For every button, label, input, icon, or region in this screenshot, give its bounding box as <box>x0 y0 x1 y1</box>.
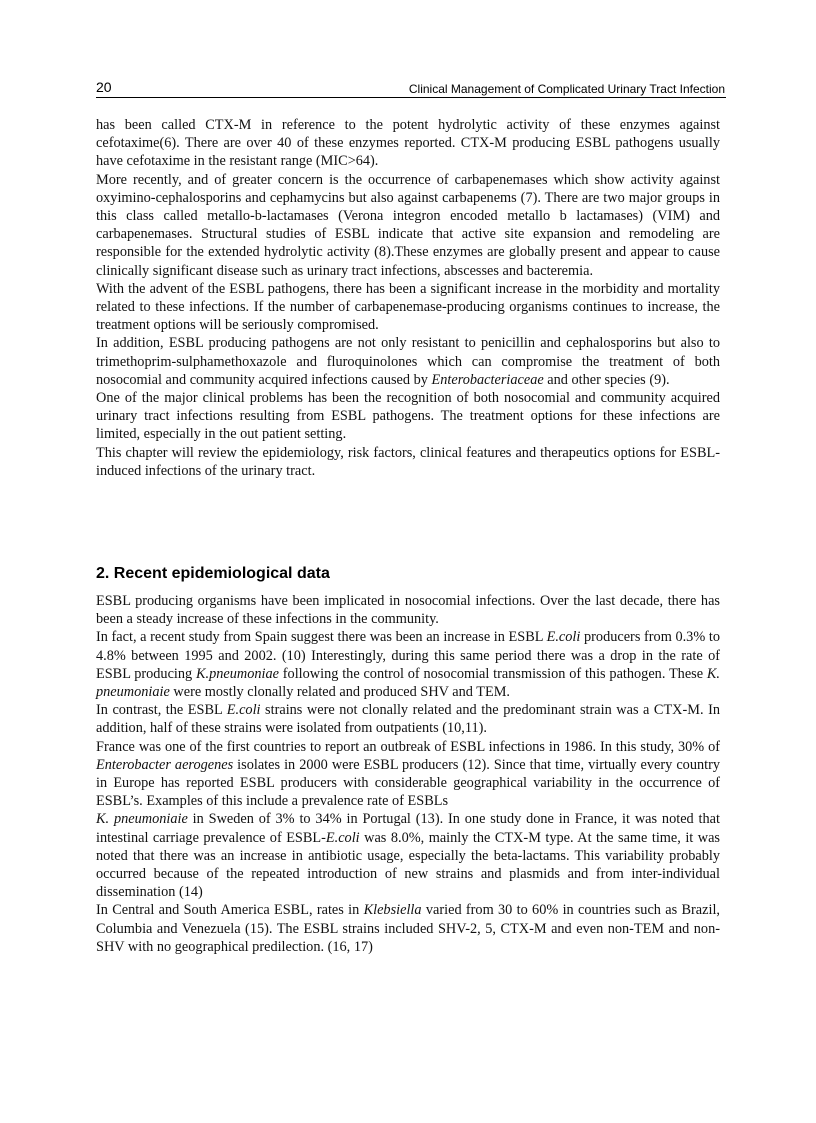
paragraph <box>96 810 720 901</box>
text-run: producers from 0.3% to 4.8% between 1995 and 2002. (10) Interestingly, during this same period there was a drop in the rate of ESBL producing <box>96 629 720 682</box>
paragraph: has been called CTX-M in reference to the potent hydrolytic activity of these enzymes against cefotaxime(6). There are over 40 of these enzymes reported. CTX-M producing ESBL pathogens usually have cefotaxime in the resistant range (MIC>64). <box>96 117 720 170</box>
page-header <box>96 79 726 98</box>
text-run: in Sweden of 3% to 34% in Portugal (13). In one study done in France, it was noted that intestinal carriage prevalence of ESBL- <box>96 811 720 846</box>
text-run: In fact, a recent study from Spain suggest there was been an increase in ESBL <box>96 629 547 646</box>
page-number: 20 <box>96 79 112 95</box>
text-run: France was one of the first countries to report an outbreak of ESBL infections in 1986. In this study, 30% of <box>96 738 720 755</box>
species-name: K. pneumoniaie <box>96 665 720 701</box>
text-run: strains were not clonally related and the predominant strain was a CTX-M. In addition, half of these strains were isolated from outpatients (10,11). <box>96 702 720 737</box>
text-run: were mostly clonally related and produced SHV and TEM. <box>169 684 510 701</box>
paragraph: ESBL producing organisms have been implicated in nosocomial infections. Over the last decade, there has been a steady increase of these infections in the community. <box>96 593 720 628</box>
species-name: E.coli <box>325 829 360 846</box>
paragraph: More recently, and of greater concern is the occurrence of carbapenemases which show activity against oxyimino-cephalosporins and cephamycins but also against carbapenems (7). There are two major groups in this class called metallo-b-lactamases (Verona integron encoded metallo b lactamases) (VIM) and carbapenemases. Structural studies of ESBL indicate that active site expansion and remodeling are responsible for the extended hydrolytic activity (8).These enzymes are globally present and appear to cause clinically significant disease such as urinary tract infections, abscesses and bacteremia. <box>96 171 720 279</box>
species-name: E.coli <box>546 629 581 646</box>
text-run: isolates in 2000 were ESBL producers (12). Since that time, virtually every country in Europe has reported ESBL producers with considerable geographical variability in the occurrence of ESBL’s. Examples of this include a prevalence rate of ESBLs <box>96 756 720 810</box>
text-run: In contrast, the ESBL <box>96 702 227 719</box>
paragraph: This chapter will review the epidemiology, risk factors, clinical features and therapeutics options for ESBL-induced infections of the urinary tract. <box>96 444 720 479</box>
paragraph <box>96 738 720 811</box>
section-1-body <box>96 116 720 480</box>
running-title: Clinical Management of Complicated Urinary Tract Infection <box>408 82 725 96</box>
text-run: varied from 30 to 60% in countries such as Brazil, Columbia and Venezuela (15). The ESBL strains included SHV-2, 5, CTX-M and even non-TEM and non-SHV with no geographical predilection. (16, 17) <box>96 902 720 955</box>
species-name: Klebsiella <box>363 902 422 919</box>
text-run: and other species (9). <box>543 371 670 388</box>
paragraph <box>96 628 720 701</box>
species-name: Enterobacteriaceae <box>431 371 544 388</box>
section-heading: 2. Recent epidemiological data <box>96 565 330 582</box>
paragraph: With the advent of the ESBL pathogens, there has been a significant increase in the morbidity and mortality related to these infections. If the number of carbapenemase-producing organisms continues to increase, the treatment options will be seriously compromised. <box>96 280 720 334</box>
species-name: E.coli <box>226 702 261 719</box>
text-run: was 8.0%, mainly the CTX-M type. At the same time, it was noted that there was an increase in antibiotic usage, especially the beta-lactams. This variability probably occurred because of the repeated introduction of new strains and plasmids and from inter-individual dissemination (14) <box>96 829 720 901</box>
text-run: following the control of nosocomial transmission of this pathogen. These <box>279 665 707 682</box>
paragraph: One of the major clinical problems has been the recognition of both nosocomial and community acquired urinary tract infections resulting from ESBL pathogens. The treatment options for these infections are limited, especially in the out patient setting. <box>96 390 720 443</box>
text-run: In addition, ESBL producing pathogens are not only resistant to penicillin and cephalosporins but also to trimethoprim-sulphamethoxazole and fluroquinolones which can compromise the treatment of both nosocomial and community acquired infections caused by <box>96 335 720 388</box>
species-name: K. pneumoniaie <box>96 811 188 828</box>
species-name: Enterobacter aerogenes <box>96 756 234 773</box>
paragraph <box>96 701 720 737</box>
paragraph <box>96 334 720 389</box>
species-name: K.pneumoniae <box>196 665 279 682</box>
text-run: In Central and South America ESBL, rates in <box>96 902 364 919</box>
section-2-body <box>96 592 720 956</box>
paragraph <box>96 901 720 956</box>
